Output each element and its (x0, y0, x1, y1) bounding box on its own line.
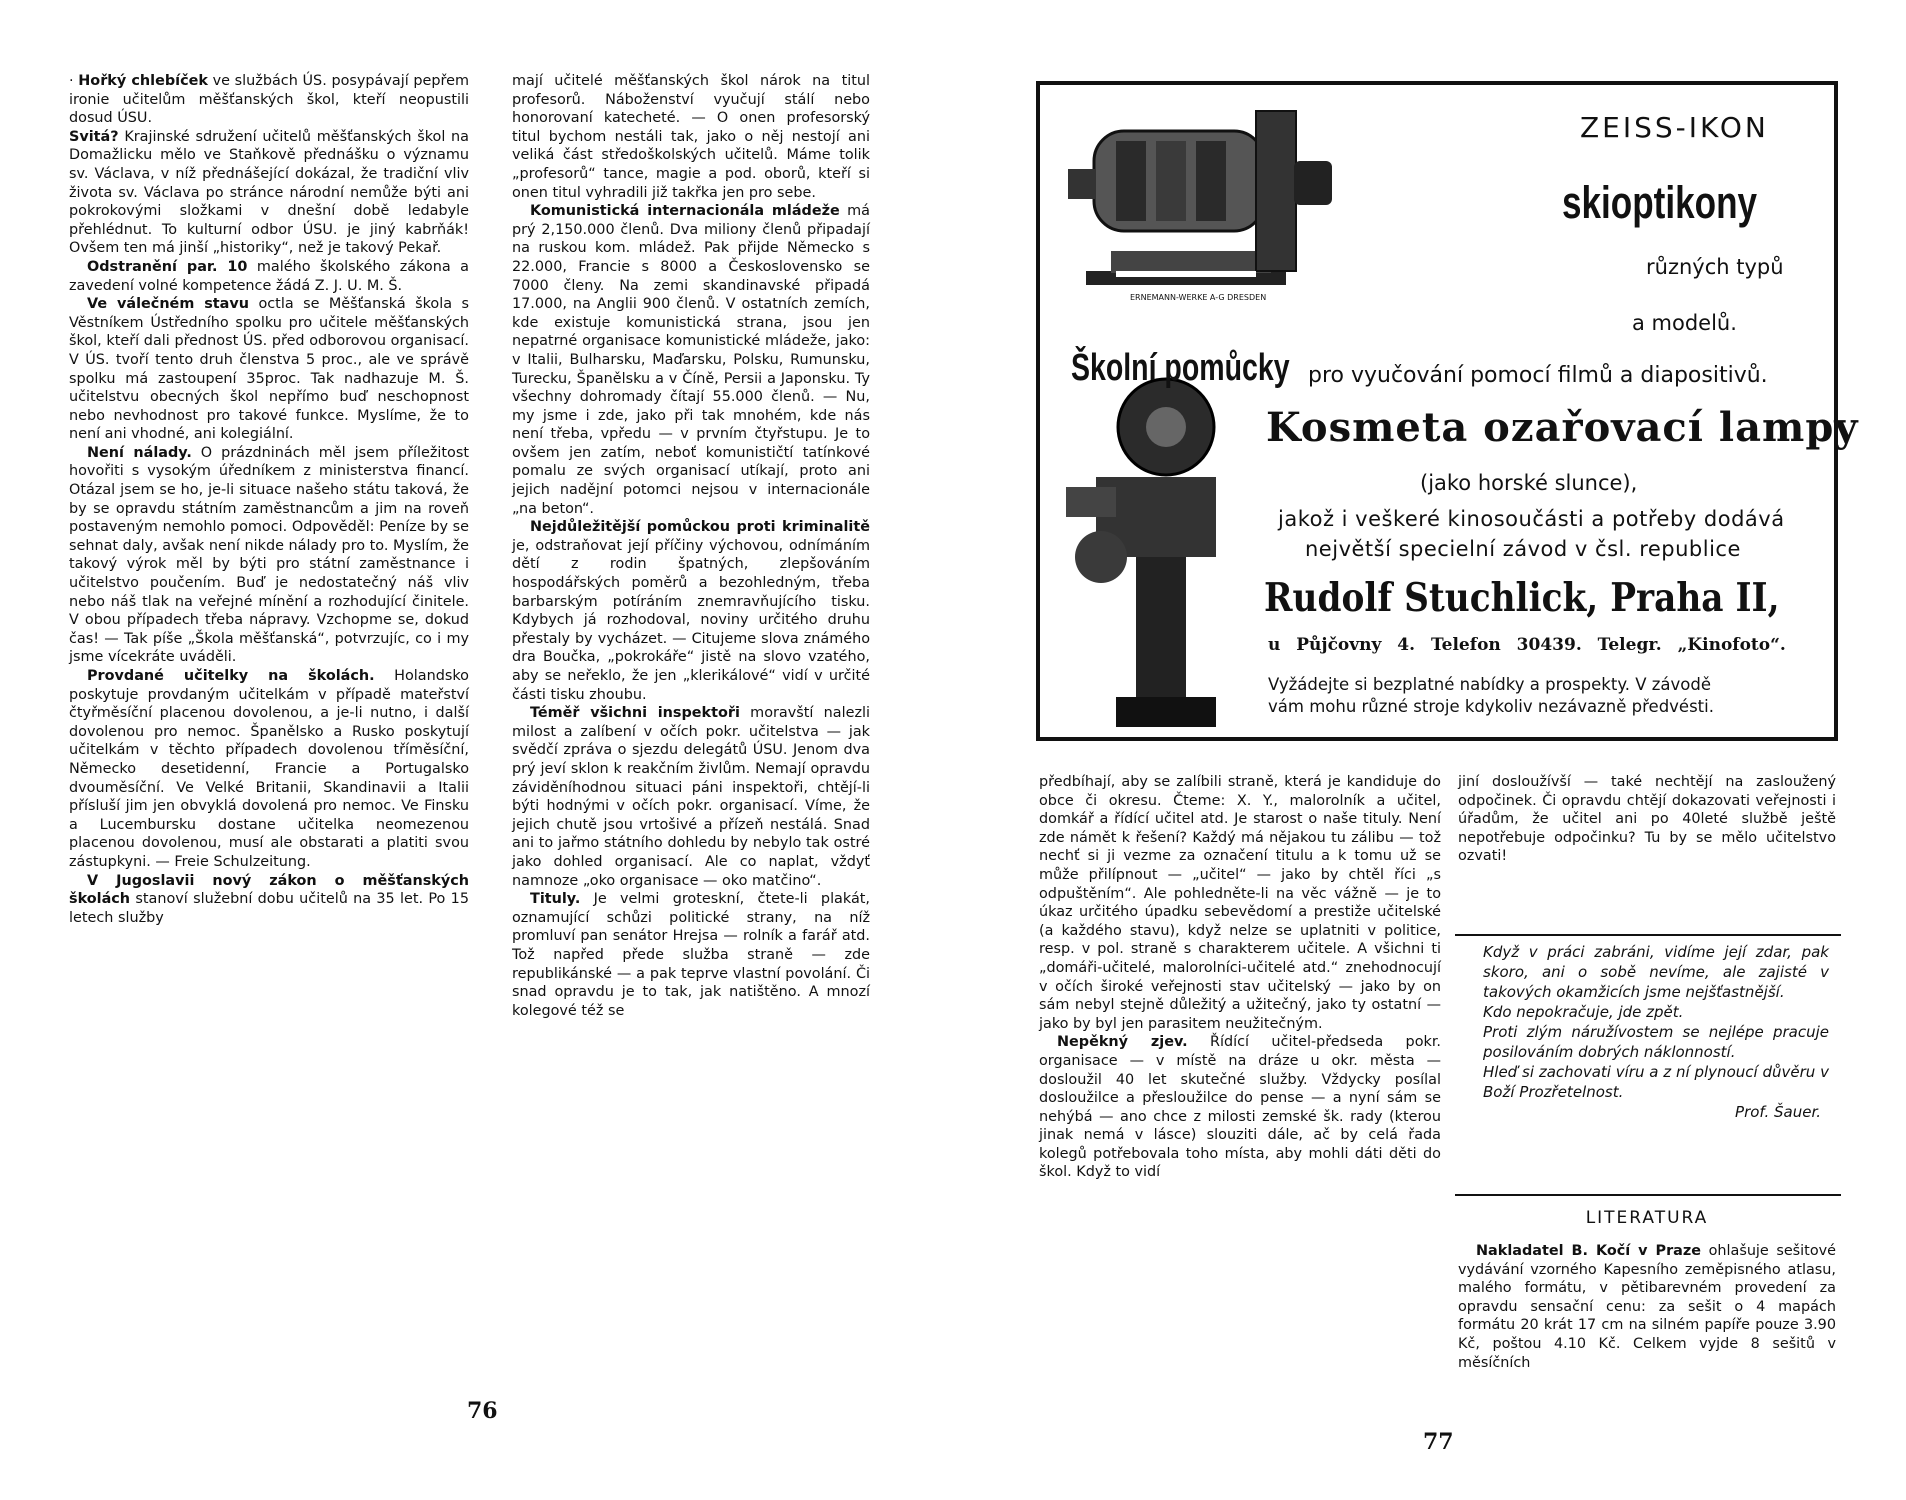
page76-column-right (512, 72, 870, 1020)
paragraph: Ve válečném stavu octla se Měšťanská škola s Věstníkem Ústředního spolku pro učitele měšťanských škol, kteří dali přednost ÚS. před odborovou organisací. V ÚS. tvoří tento druh členstva 5 proc., ale ve správě spolku má zastoupení 35proc. Tak nadhazuje M. Š. učitelstvu obecných škol nepřímo buď neschopnost nebo nevhodnost pro takové funkce. Myslíme, že to není ani vhodné, ani kolegiální. (69, 296, 469, 443)
lamp-heading: Kosmeta ozařovací lampy (1266, 404, 1859, 451)
projector-illustration (1056, 91, 1336, 301)
quote-paragraph: Kdo nepokračuje, jde zpět. (1483, 1003, 1684, 1021)
offer-text-2: vám mohu různé stroje kdykoliv nezávazně předvésti. (1268, 697, 1714, 716)
page76-column-left (69, 72, 469, 927)
paragraph: Odstranění par. 10 malého školského zákona a zavedení volné kompetence žádá Z. J. U. M. Š. (69, 258, 469, 294)
cinema-projector-illustration (1046, 367, 1246, 737)
school-aids-heading: Školní pomůcky (1071, 347, 1290, 389)
machine-label: ERNEMANN-WERKE A-G DRESDEN (1130, 293, 1267, 302)
quote-paragraph: Když v práci zabráni, vidíme její zdar, pak skoro, ani o sobě nevíme, ale zajisté v takových okamžicích jsme nejšťastnější. (1483, 943, 1829, 1001)
paragraph: Nepěkný zjev. Řídící učitel-předseda pokr. organisace — v místě na dráze u okr. města — dosloužil 40 let skutečné služby. Vždycky posílal dosloužilce a přesloužilce do pense — a nyní sám se nehýbá — ano chce z milosti zemské šk. rady (kterou jinak nemá v lásce) slouziti dále, ač by celá řada kolegů potřebovala toho místa, aby mohli dáti děti do škol. Když to vidí (1039, 1034, 1442, 1181)
company-address: u Půjčovny 4. Telefon 30439. Telegr. „Kinofoto“. (1268, 635, 1786, 655)
paragraph: jiní dosloužívší — také nechtějí na zasloužený odpočinek. Či opravdu chtějí dokazovati veřejnosti i úřadům, že učitel ani po 40leté službě ještě nepotřebuje odpočinku? Tu by se mělo učitelstvo ozvati! (1458, 774, 1836, 865)
offer-text-1: Vyžádejte si bezplatné nabídky a prospekty. V závodě (1268, 675, 1712, 694)
product-name: skioptikony (1562, 177, 1758, 228)
paragraph: předbíhají, aby se zalíbili straně, která je kandiduje do obce či okresu. Čteme: X. Y., malorolník a učitel, domkář a řídící učitel atd. Je starost o naše tituly. Není zde námět k řešení? Každý má nějakou tu zálibu — tož nechť si ji vezme za označení titulu a k tomu už se může přilípnout — „učitel“ — jako by chtěl říci „s odpuštěním“. Ale pohledněte-li na věc vážně — je to úkaz určitého úpadku sebevědomí a prestiže učitelské (a každého stavu), když nelze se uplatniti v politice, resp. v pol. straně s charakterem učitele. A všichni ti „domáři-učitelé, malorolníci-učitelé atd.“ znehodnocují v očích široké veřejnosti stav učitelský — jako by on sám nebyl stejně důležitý a užitečný, jako ty ostatní — jako by byl jen parasitem neužitečným. (1039, 774, 1441, 1032)
paragraph: Nejdůležitější pomůckou proti kriminalitě je, odstraňovat její příčiny výchovou, odnímáním dětí z rodin špatných, zlepšováním hospodářských poměrů a bezohledným, třeba barbarským potíráním znemravňujícího tisku. Kdybych já rozhodoval, noviny určitého druhu přestaly by vycházet. — Citujeme slova známého dra Boučka, „pokrokáře“ jistě na slovo vzatého, aby se neřeklo, že jen „klerikálové“ vidí v určité části tisku zhoubu. (512, 519, 870, 703)
page-number-77: 77 (1423, 1429, 1454, 1455)
company-name: Rudolf Stuchlick, Praha II, (1264, 575, 1780, 621)
literature-column (1458, 1242, 1836, 1372)
school-aids-desc: pro vyučování pomocí filmů a diapositivů. (1308, 363, 1768, 388)
paragraph: Nakladatel B. Kočí v Praze ohlašuje sešitové vydávání vzorného Kapesního zeměpisného atlasu, malého formátu, v pětibarevném provedení za opravdu sensační cenu: za sešit o 4 mapách formátu 20 krát 17 cm na silném papíře pouze 3.90 Kč, poštou 4.10 Kč. Celkem vyjde 8 sešitů v měsíčních (1458, 1243, 1836, 1371)
supplier-text: největší specielní závod v čsl. republice (1305, 537, 1741, 561)
product-line-2: a modelů. (1632, 311, 1737, 335)
paragraph: Není nálady. O prázdninách měl jsem příležitost hovořiti s vysokým úředníkem z ministerstva financí. Otázal jsem se ho, je-li situace našeho státu taková, že by se opravdu státním zaměstnancům a jim na roveň postaveným nemohlo pomoci. Odpověděl: Peníze by se sehnat daly, avšak není nikde nálady pro to. Myslím, že takový výrok měl by býti pro státní zaměstnance i učitelstvo poučením. Buď je nedostatečný náš vliv nebo náš tlak na veřejné mínění a rozhodující činitele. V obou případech třeba nápravy. Vzchopme se, dokud čas! — Tak píše „Škola měšťanská“, potvrzujíc, co i my jsme vícekráte uváděli. (69, 444, 469, 666)
brand-name: ZEISS-IKON (1580, 111, 1769, 144)
paragraph: Provdané učitelky na školách. Holandsko poskytuje provdaným učitelkám v případě mateřství čtyřměsíční placenou dovolenou, a je-li nutno, i další dovolenou pro nemoc. Španělsko a Rusko poskytují učitelkám v těchto případech dovolenou tříměsíční, Německo desetidenní, Francie a Portugalsko dvouměsíční. Ve Velké Britanii, Skandinavii a Italii přísluší jim jen obvyklá dovolená pro nemoc. Ve Finsku a Lucembursku dostane učitelka neomezenou placenou dovolenou, musí ale obstarati a platiti svou zástupkyni. — Freie Schulzeitung. (69, 668, 469, 870)
paragraph: Svitá? Krajinské sdružení učitelů měšťanských škol na Domažlicku mělo ve Staňkově přednášku o významu sv. Václava, v níž přednášející dokázal, že tradiční vliv života sv. Václava po stránce národní nemůže býti ani pokrokovými složkami v dnešní době ledabyle přehlédnut. To kulturní odbor ÚSU. je jiný kabrňák! Ovšem ten má jinší „historiky“, než je takový Pekař. (69, 128, 469, 257)
page77-column-right (1458, 773, 1836, 866)
page-number-76: 76 (467, 1398, 498, 1424)
paragraph: Téměř všichni inspektoři moravští nalezli milost a zalíbení v očích pokr. učitelstva — jak svědčí zpráva o sjezdu delegátů ÚSU. Jenom dva prý jeví sklon k reakčním živlům. Nemají opravdu záviděníhodnou situaci páni inspektoři, chtějí-li býti hodnými v očích pokr. organisací. Víme, že jejich chutě jsou vrtošivé a přízeň nestálá. Snad ani to jařmo státního dohledu by nebylo tak ostré jako dohled organisací. Ale co naplat, vždyť namnoze „oko organisace — oko matčino“. (512, 705, 870, 889)
quote-paragraph: Hleď si zachovati víru a z ní plynoucí důvěru v Boží Prozřetelnost. (1483, 1063, 1829, 1101)
advertisement-box (1036, 81, 1859, 741)
paragraph: mají učitelé měšťanských škol nárok na titul profesorů. Náboženství vyučují stálí nebo honorovaní katecheté. — O onen profesorský titul bychom nestáli tak, jako o něj nestojí ani veliká část středoškolských učitelů. Máme tolik „profesorů“ tance, magie a pod. oborů, kteří si onen titul vyhradili již takřka jen pro sebe. (512, 73, 870, 201)
quote-signature: Prof. Šauer. (1735, 1103, 1821, 1121)
supplies-text: jakož i veškeré kinosoučásti a potřeby dodává (1278, 507, 1785, 531)
page77-column-left (1039, 773, 1441, 1182)
paragraph: Komunistická internacionála mládeže má prý 2,150.000 členů. Dva miliony členů připadají na ruskou kom. mládež. Pak přijde Německo s 22.000, Francie s 8000 a Československo se 7000 členy. Na zemi skandinavské připadá 17.000, na Anglii 900 členů. V ostatních zemích, kde existuje komunistická strana, jsou jen nepatrné organisace komunistické mládeže, jako: v Italii, Bulharsku, Maďarsku, Polsku, Rumunsku, Turecku, Španělsku a v Číně, Persii a Japonsku. Ty všechny dohromady čítají 55.000 členů. — Nu, my jsme i zde, jako při tak mnohém, kde nás není třeba, vpředu — v prvním čtyřstupu. Je to ovšem jen zatím, neboť komunističtí tatínkové pomalu ze svých organisací utíkají, proto ani jejich nadějní potomci nejsou v internacionále „na beton“. (512, 203, 870, 517)
paragraph: V Jugoslavii nový zákon o měšťanských školách stanoví služební dobu učitelů na 35 let. Po 15 letech služby (69, 872, 469, 926)
lamp-desc: (jako horské slunce), (1420, 471, 1638, 495)
paragraph: Tituly. Je velmi groteskní, čtete-li plakát, oznamující schůzi politické strany, na níž promluví pan senátor Hrejsa — rolník a farář atd. Tož napřed přede služba straně — zde republikánské — a pak teprve vlastní povolání. Či snad opravdu je to tak, jak natištěno. A mnozí kolegové též se (512, 891, 870, 1019)
quotation-box (1455, 934, 1841, 1196)
literature-heading: LITERATURA (1585, 1208, 1709, 1228)
paragraph: · Hořký chlebíček ve službách ÚS. posypávají pepřem ironie učitelům měšťanských škol, kteří neopustili dosud ÚSU. (69, 73, 469, 127)
product-line-1: různých typů (1646, 255, 1784, 279)
quote-paragraph: Proti zlým náružívostem se nejlépe pracuje posilováním dobrých náklonností. (1483, 1023, 1829, 1061)
